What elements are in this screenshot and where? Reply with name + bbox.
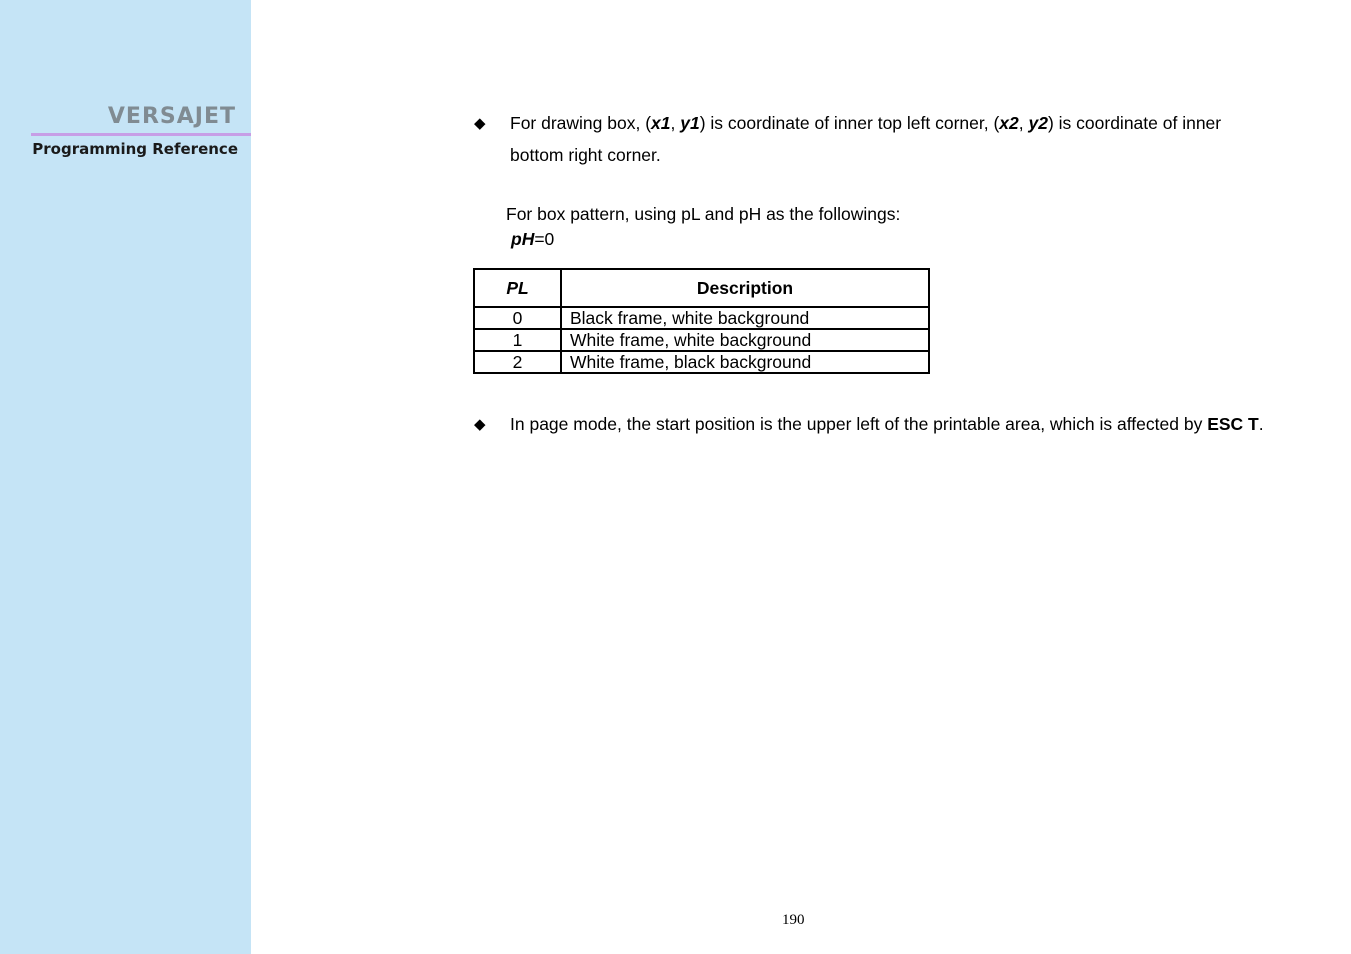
page-number: 190	[782, 912, 805, 928]
pattern-intro: For box pattern, using pL and pH as the followings:	[506, 204, 901, 224]
header-pl: PL	[474, 269, 561, 307]
table-row	[474, 329, 929, 351]
diamond-bullet-icon: ◆	[474, 416, 486, 433]
brand-title: VERSAJET	[107, 104, 236, 129]
diamond-bullet-icon: ◆	[474, 115, 486, 132]
cell-description: White frame, black background	[561, 351, 929, 373]
cell-pl: 1	[474, 329, 561, 351]
header-description: Description	[561, 269, 929, 307]
paragraph-page-mode: In page mode, the start position is the upper left of the printable area, which is affected by ESC T.	[510, 414, 1264, 434]
cell-description: Black frame, white background	[561, 307, 929, 329]
table-row	[474, 351, 929, 373]
table-row	[474, 307, 929, 329]
box-pattern-table	[473, 268, 930, 374]
table-header-row	[474, 269, 929, 307]
cell-description: White frame, white background	[561, 329, 929, 351]
sidebar	[0, 0, 251, 954]
cell-pl: 2	[474, 351, 561, 373]
brand-subtitle: Programming Reference	[32, 140, 238, 158]
cell-pl: 0	[474, 307, 561, 329]
paragraph-box-coordinates: For drawing box, (x1, y1) is coordinate of inner top left corner, (x2, y2) is coordinate of inner bottom right corner.	[510, 113, 1222, 165]
ph-value: pH=0	[511, 229, 555, 249]
brand-divider	[31, 133, 251, 136]
